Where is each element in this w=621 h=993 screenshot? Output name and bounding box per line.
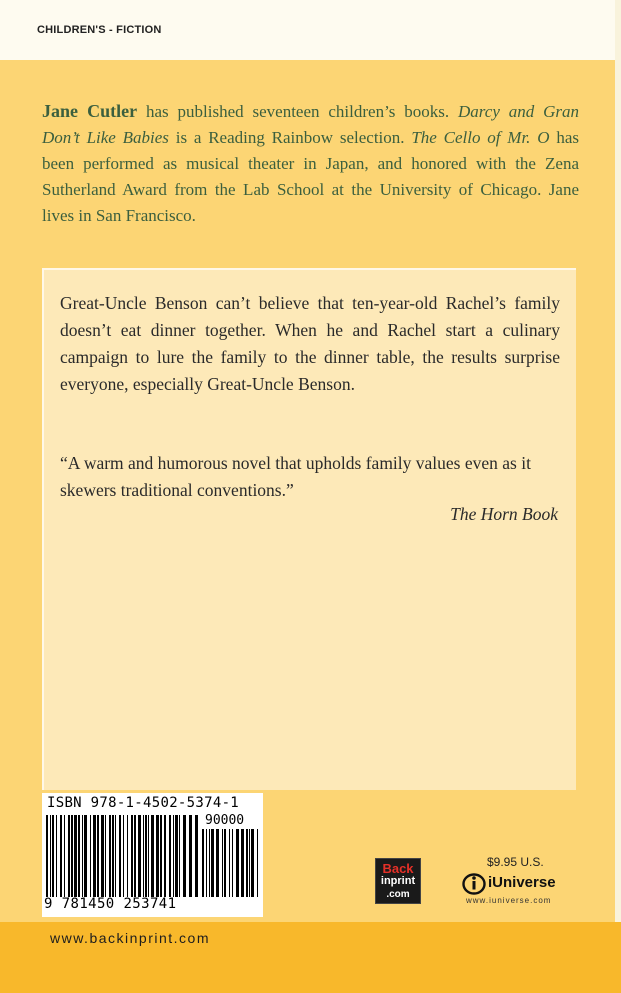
author-name: Jane Cutler (42, 101, 138, 121)
barcode-addon-icon (202, 829, 260, 897)
genre-label: CHILDREN'S - FICTION (37, 24, 162, 36)
author-bio (42, 98, 579, 229)
book-title-cello: The Cello of Mr. O (411, 128, 550, 147)
logo-line-2: inprint (380, 875, 416, 887)
isbn-text: ISBN 978-1-4502-5374-1 (47, 795, 240, 811)
backinprint-logo (375, 858, 421, 904)
iuniverse-logo-icon (462, 873, 486, 895)
price-label: $9.95 U.S. (487, 855, 544, 869)
barcode-box (42, 793, 263, 917)
logo-line-1: Back (382, 861, 414, 876)
logo-line-3: .com (386, 889, 410, 900)
barcode-digits: 9 781450 253741 (44, 896, 177, 912)
bio-text-3: has been performed as musical theater in Japan, and honored with the Zena Sutherland Award from the Lab School at the University of Chicago. Jane lives in San Francisco. (42, 128, 579, 225)
book-title-darcy: Darcy and Gran Don’t Like Babies (42, 102, 579, 147)
bio-text-2: is a Reading Rainbow selection. (168, 128, 412, 147)
footer-url: www.backinprint.com (50, 930, 210, 946)
publisher-url: www.iuniverse.com (466, 896, 552, 905)
book-blurb: Great-Uncle Benson can’t believe that ten-year-old Rachel’s family doesn’t eat dinner together. When he and Rachel start a culinary campaign to lure the family to the dinner table, the results surprise everyone, especially Great-Uncle Benson. (60, 293, 560, 394)
blurb-panel (42, 268, 576, 790)
bottom-band (0, 922, 621, 993)
barcode-price-code: 90000 (205, 813, 245, 828)
review-source: The Horn Book (450, 504, 558, 524)
barcode-main-icon (46, 815, 198, 897)
publisher-name: iUniverse (488, 874, 556, 891)
spine-edge (615, 0, 621, 993)
bio-text-1: has published seventeen children’s books. (137, 102, 459, 121)
review-quote: “A warm and humorous novel that upholds family values even as it skewers traditional conventions.” (60, 453, 531, 500)
